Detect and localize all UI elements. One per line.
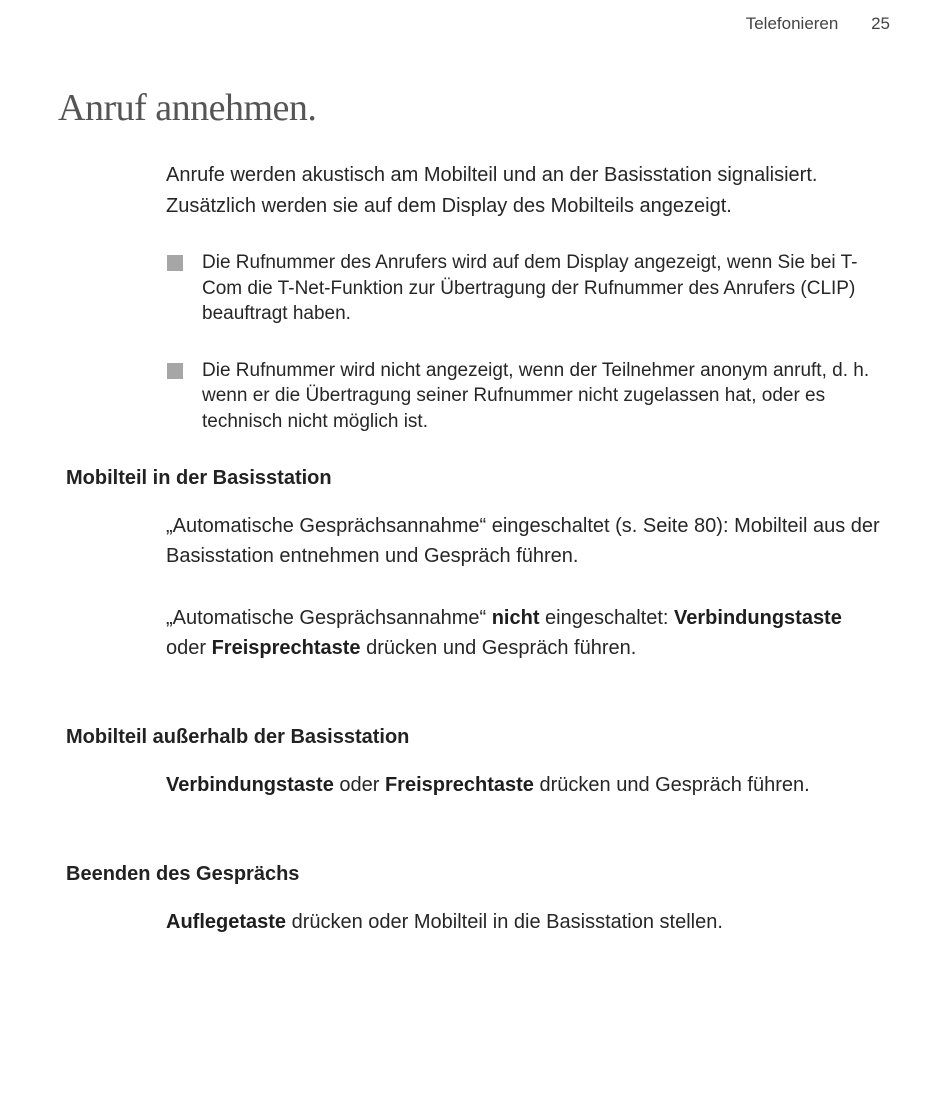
header-section-title: Telefonieren bbox=[745, 14, 839, 33]
square-bullet-icon bbox=[167, 255, 183, 271]
text-run: eingeschaltet: bbox=[539, 607, 675, 629]
paragraph-outside-base bbox=[166, 770, 886, 800]
bold-run: Auflegetaste bbox=[166, 911, 287, 933]
text-run: oder bbox=[166, 637, 212, 659]
bold-run: Verbindungstaste bbox=[166, 774, 334, 796]
list-item bbox=[166, 250, 896, 327]
intro-line-1: Anrufe werden akustisch am Mobilteil und an der Basisstation signalisiert. bbox=[166, 164, 818, 186]
page-header bbox=[746, 14, 890, 34]
heading-beenden: Beenden des Gesprächs bbox=[66, 863, 300, 885]
intro-line-2: Zusätzlich werden sie auf dem Display des Mobilteils angezeigt. bbox=[166, 195, 732, 217]
bullet-list bbox=[166, 250, 896, 465]
bullet-text: Die Rufnummer wird nicht angezeigt, wenn der Teilnehmer anonym anruft, d. h. wenn er die Übertragung seiner Rufnummer nicht zugelassen hat, oder es technisch nicht möglich ist. bbox=[202, 359, 870, 432]
text-run: drücken und Gespräch führen. bbox=[360, 637, 637, 659]
heading-mobilteil-ausserhalb: Mobilteil außerhalb der Basisstation bbox=[66, 726, 410, 748]
text-run: drücken oder Mobilteil in die Basisstation stellen. bbox=[286, 911, 723, 933]
bold-run: nicht bbox=[491, 607, 540, 629]
text-run: oder bbox=[333, 774, 385, 796]
heading-mobilteil-in-basisstation: Mobilteil in der Basisstation bbox=[66, 467, 332, 489]
bullet-text: Die Rufnummer des Anrufers wird auf dem Display angezeigt, wenn Sie bei T-Com die T-Net-Funktion zur Übertragung der Rufnummer des Anrufers (CLIP) beauftragt haben. bbox=[202, 252, 858, 324]
bold-run: Verbindungstaste bbox=[674, 607, 842, 629]
square-bullet-icon bbox=[167, 363, 183, 379]
paragraph-auto-answer-on: „Automatische Gesprächsannahme“ eingeschaltet (s. Seite 80): Mobilteil aus der Basisstation entnehmen und Gespräch führen. bbox=[166, 515, 880, 567]
bold-run: Freisprechtaste bbox=[384, 774, 534, 796]
intro-paragraph bbox=[166, 160, 886, 222]
text-run: drücken und Gespräch führen. bbox=[533, 774, 810, 796]
paragraph-end-call bbox=[166, 907, 886, 937]
page-title: Anruf annehmen. bbox=[58, 87, 317, 129]
paragraph-auto-answer-off bbox=[166, 603, 886, 663]
bold-run: Freisprechtaste bbox=[211, 637, 361, 659]
list-item bbox=[166, 358, 896, 435]
text-run: „Automatische Gesprächsannahme“ bbox=[166, 607, 492, 629]
page-number: 25 bbox=[871, 14, 890, 33]
